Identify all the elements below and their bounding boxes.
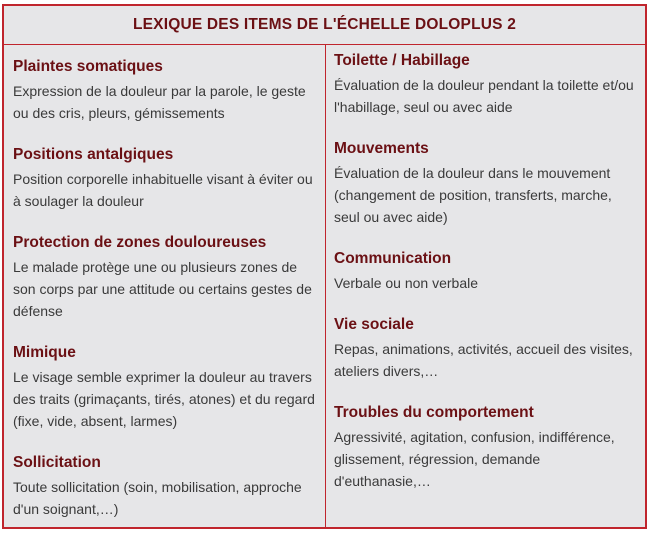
item-title: Mouvements bbox=[334, 140, 429, 157]
lexicon-item-protection-zones bbox=[13, 233, 317, 322]
item-description: Évaluation de la douleur dans le mouvement (changement de position, transferts, marche, seul ou avec aide) bbox=[334, 165, 612, 225]
columns bbox=[4, 45, 645, 527]
item-description: Expression de la douleur par la parole, le geste ou des cris, pleurs, gémissements bbox=[13, 83, 306, 121]
item-title: Protection de zones douloureuses bbox=[13, 234, 267, 251]
item-description: Toute sollicitation (soin, mobilisation, approche d'un soignant,…) bbox=[13, 479, 302, 517]
item-description: Évaluation de la douleur pendant la toilette et/ou l'habillage, seul ou avec aide bbox=[334, 77, 634, 115]
lexicon-item-toilette-habillage bbox=[334, 51, 637, 118]
lexicon-item-communication bbox=[334, 249, 637, 294]
left-column bbox=[4, 45, 326, 527]
lexicon-item-vie-sociale bbox=[334, 315, 637, 382]
page-title: LEXIQUE DES ITEMS DE L'ÉCHELLE DOLOPLUS 2 bbox=[132, 16, 517, 33]
item-title: Mimique bbox=[13, 344, 76, 361]
lexicon-item-positions-antalgiques bbox=[13, 145, 317, 212]
item-description: Repas, animations, activités, accueil des visites, ateliers divers,… bbox=[334, 341, 633, 379]
lexicon-item-mouvements bbox=[334, 139, 637, 228]
lexicon-item-plaintes-somatiques bbox=[13, 57, 317, 124]
right-column bbox=[326, 45, 645, 527]
title-bar bbox=[4, 6, 645, 45]
item-description: Le malade protège une ou plusieurs zones de son corps par une attitude ou certains gestes de défense bbox=[13, 259, 312, 319]
lexicon-item-troubles-comportement bbox=[334, 403, 637, 492]
lexicon-table bbox=[2, 4, 647, 529]
item-description: Agressivité, agitation, confusion, indifférence, glissement, régression, demande d'euthanasie,… bbox=[334, 429, 615, 489]
lexicon-item-sollicitation bbox=[13, 453, 317, 520]
lexicon-item-mimique bbox=[13, 343, 317, 432]
item-title: Vie sociale bbox=[334, 316, 414, 333]
item-title: Communication bbox=[334, 250, 452, 267]
item-title: Positions antalgiques bbox=[13, 146, 174, 163]
item-description: Position corporelle inhabituelle visant à éviter ou à soulager la douleur bbox=[13, 171, 313, 209]
item-title: Troubles du comportement bbox=[334, 404, 534, 421]
item-title: Plaintes somatiques bbox=[13, 58, 163, 75]
item-description: Verbale ou non verbale bbox=[334, 275, 478, 291]
item-title: Toilette / Habillage bbox=[334, 52, 470, 69]
item-description: Le visage semble exprimer la douleur au travers des traits (grimaçants, tirés, atones) et du regard (fixe, vide, absent, larmes) bbox=[13, 369, 315, 429]
item-title: Sollicitation bbox=[13, 454, 101, 471]
